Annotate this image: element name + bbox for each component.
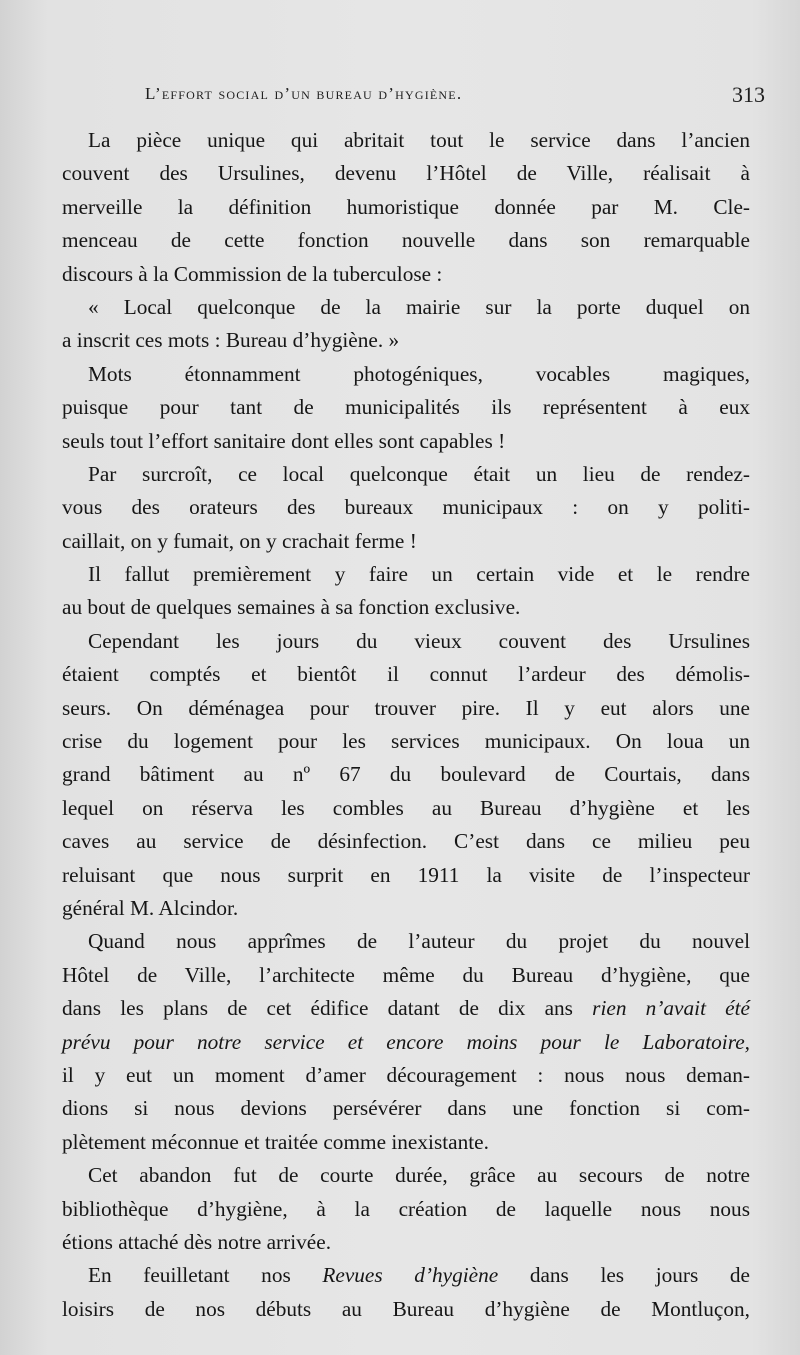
text-line: il y eut un moment d’amer découragement : nous nous deman- xyxy=(62,1062,750,1087)
text-line: a inscrit ces mots : Bureau d’hygiène. » xyxy=(62,328,400,353)
italic-line: prévu pour notre service et encore moins pour le Laboratoire, xyxy=(62,1029,750,1054)
text-line: « Local quelconque de la mairie sur la porte duquel on xyxy=(88,294,750,319)
text-line: étaient comptés et bientôt il connut l’ardeur des démolis- xyxy=(62,662,750,687)
text-line: Il fallut premièrement y faire un certain vide et le rendre xyxy=(88,562,750,587)
text-line: Par surcroît, ce local quelconque était un lieu de rendez- xyxy=(88,461,750,486)
text-line: vous des orateurs des bureaux municipaux : on y politi- xyxy=(62,495,750,520)
text-line: Quand nous apprîmes de l’auteur du projet du nouvel xyxy=(88,929,750,954)
body-text xyxy=(62,124,750,1326)
text-line: seuls tout l’effort sanitaire dont elles sont capables ! xyxy=(62,428,506,453)
text-line xyxy=(62,1259,750,1292)
text-line: menceau de cette fonction nouvelle dans son remarquable xyxy=(62,228,750,253)
text-line: La pièce unique qui abritait tout le service dans l’ancien xyxy=(88,128,750,152)
text-line: caillait, on y fumait, on y crachait ferme ! xyxy=(62,528,417,553)
text-line: au bout de quelques semaines à sa fonction exclusive. xyxy=(62,595,521,620)
page-number: 313 xyxy=(732,82,765,107)
italic-fragment: Revues d’hygiène xyxy=(322,1263,499,1288)
text-line: Hôtel de Ville, l’architecte même du Bureau d’hygiène, que xyxy=(62,962,750,987)
text-line: dions si nous devions persévérer dans une fonction si com- xyxy=(62,1096,750,1121)
text-line: loisirs de nos débuts au Bureau d’hygiène de Montluçon, xyxy=(62,1296,750,1321)
text-line: reluisant que nous surprit en 1911 la visite de l’inspecteur xyxy=(62,862,750,887)
text-line xyxy=(62,992,750,1025)
text-line: couvent des Ursulines, devenu l’Hôtel de Ville, réalisait à xyxy=(62,161,750,186)
text-line: Mots étonnamment photogéniques, vocables magiques, xyxy=(88,361,750,386)
text-line: général M. Alcindor. xyxy=(62,895,239,920)
text-line: plètement méconnue et traitée comme inexistante. xyxy=(62,1129,489,1154)
running-head xyxy=(145,84,765,114)
italic-fragment: rien n’avait été xyxy=(592,996,751,1021)
text-fragment: En feuilletant nos xyxy=(88,1263,291,1288)
text-fragment: dans les jours de xyxy=(529,1263,750,1288)
running-title: L’effort social d’un bureau d’hygiène. xyxy=(145,84,463,103)
text-line: merveille la définition humoristique donnée par M. Cle- xyxy=(62,194,750,219)
text-line: crise du logement pour les services municipaux. On loua un xyxy=(62,729,750,754)
text-line: grand bâtiment au nº 67 du boulevard de Courtais, dans xyxy=(62,762,750,787)
text-line: discours à la Commission de la tuberculose : xyxy=(62,261,443,286)
text-line: Cependant les jours du vieux couvent des Ursulines xyxy=(88,628,750,653)
text-line: lequel on réserva les combles au Bureau d’hygiène et les xyxy=(62,795,750,820)
text-line: caves au service de désinfection. C’est dans ce milieu peu xyxy=(62,829,750,854)
text-line xyxy=(62,1026,750,1059)
text-line: étions attaché dès notre arrivée. xyxy=(62,1229,332,1254)
text-line: Cet abandon fut de courte durée, grâce au secours de notre xyxy=(88,1163,750,1188)
text-fragment: dans les plans de cet édifice datant de dix ans xyxy=(62,996,573,1021)
text-line: bibliothèque d’hygiène, à la création de laquelle nous nous xyxy=(62,1196,750,1221)
text-line: puisque pour tant de municipalités ils représentent à eux xyxy=(62,395,750,420)
text-line: seurs. On déménagea pour trouver pire. Il y eut alors une xyxy=(62,695,750,720)
